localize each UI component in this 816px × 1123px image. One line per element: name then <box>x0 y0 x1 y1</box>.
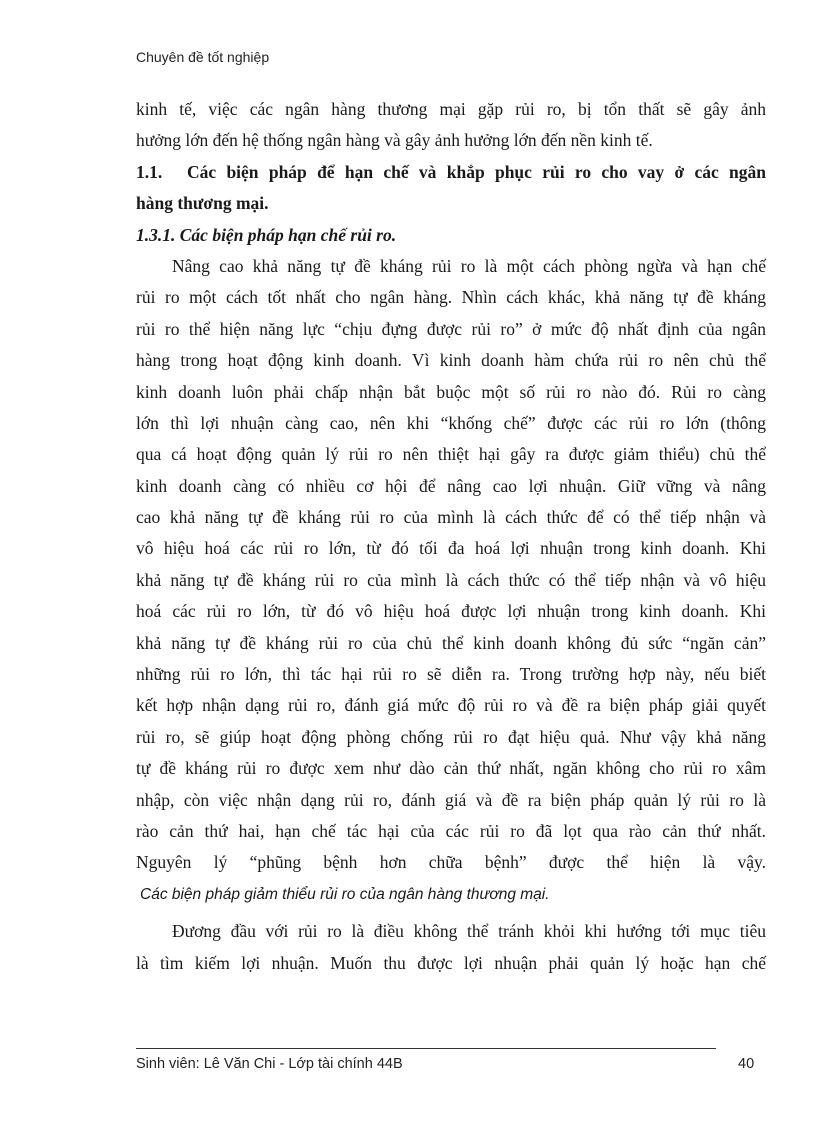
subsection-heading: 1.3.1. Các biện pháp hạn chế rủi ro. <box>136 224 397 245</box>
intro-line: hưởng lớn đến hệ thống ngân hàng và gây ảnh hưởng lớn đến nền kinh tế. <box>136 130 653 151</box>
paragraph-line: kinh doanh càng có nhiều cơ hội để nâng cao lợi nhuận. Giữ vững và nâng <box>136 475 766 496</box>
paragraph-line: nhập, còn việc nhận dạng rủi ro, đánh giá và đề ra biện pháp quản lý rủi ro là <box>136 789 766 810</box>
paragraph-line: kinh doanh luôn phải chấp nhận bắt buộc một số rủi ro nào đó. Rủi ro càng <box>136 381 766 402</box>
paragraph-line: hoá các rủi ro lớn, từ đó vô hiệu hoá được lợi nhuận trong kinh doanh. Khi <box>136 601 766 622</box>
paragraph-line: rủi ro, sẽ giúp hoạt động phòng chống rủi ro đạt hiệu quả. Như vậy khả năng <box>136 726 766 747</box>
paragraph-line: khả năng tự đề kháng rủi ro của mình là cách thức có thể tiếp nhận và vô hiệu <box>136 569 766 590</box>
paragraph-line: rào cản thứ hai, hạn chế tác hại của các rủi ro đã lọt qua rào cản thứ nhất. <box>136 820 766 841</box>
page-header: Chuyên đề tốt nghiệp <box>136 49 270 65</box>
paragraph-line: tự đề kháng rủi ro được xem như dào cản thứ nhất, ngăn không cho rủi ro xâm <box>136 758 766 779</box>
section-title-line1: Các biện pháp để hạn chế và khắp phục rủi ro cho vay ở các ngân <box>187 161 766 182</box>
italic-heading: Các biện pháp giảm thiểu rủi ro của ngân hàng thương mại. <box>140 885 550 903</box>
section-title-line2: hàng thương mại. <box>136 193 269 214</box>
document-body <box>136 94 766 979</box>
paragraph-line: kết hợp nhận dạng rủi ro, đánh giá mức độ rủi ro và đề ra biện pháp giải quyết <box>136 695 766 716</box>
section-number: 1.1. <box>136 161 163 182</box>
paragraph-line: là tìm kiếm lợi nhuận. Muốn thu được lợi nhuận phải quản lý hoặc hạn chế <box>136 952 766 973</box>
paragraph-line: Đương đầu với rủi ro là điều không thể tránh khỏi khi hướng tới mục tiêu <box>172 921 766 942</box>
intro-line: kinh tế, việc các ngân hàng thương mại gặp rủi ro, bị tổn thất sẽ gây ảnh <box>136 99 766 119</box>
paragraph-line: lớn thì lợi nhuận càng cao, nên khi “khống chế” được các rủi ro lớn (thông <box>136 412 766 433</box>
section-heading <box>136 157 766 188</box>
paragraph-line: hàng trong hoạt động kinh doanh. Vì kinh doanh hàm chứa rủi ro nên chủ thể <box>136 350 766 371</box>
paragraph-line: rủi ro thể hiện năng lực “chịu đựng được rủi ro” ở mức độ nhất định của ngân <box>136 318 766 339</box>
footer-student: Sinh viên: Lê Văn Chi - Lớp tài chính 44B <box>136 1056 403 1072</box>
paragraph-line: rủi ro một cách tốt nhất cho ngân hàng. Nhìn cách khác, khả năng tự đề kháng <box>136 287 766 308</box>
footer-divider <box>136 1048 716 1049</box>
paragraph-line: qua cá hoạt động quản lý rủi ro nên thiệt hại gây ra được giảm thiểu) chủ thể <box>136 444 766 465</box>
paragraph-line: khả năng tự đề kháng rủi ro của chủ thể kinh doanh không đủ sức “ngăn cản” <box>136 632 766 653</box>
paragraph-line: Nguyên lý “phũng bệnh hơn chữa bệnh” được thể hiện là vậy. <box>136 852 766 873</box>
paragraph-line: vô hiệu hoá các rủi ro lớn, từ đó tối đa hoá lợi nhuận trong kinh doanh. Khi <box>136 538 766 559</box>
paragraph-line: Nâng cao khả năng tự đề kháng rủi ro là một cách phòng ngừa và hạn chế <box>172 255 766 276</box>
paragraph-line: cao khả năng tự đề kháng rủi ro của mình là cách thức để có thể tiếp nhận và <box>136 507 766 528</box>
page-number: 40 <box>738 1056 755 1072</box>
paragraph-line: những rủi ro lớn, thì tác hại rủi ro sẽ diễn ra. Trong trường hợp này, nếu biết <box>136 664 766 685</box>
